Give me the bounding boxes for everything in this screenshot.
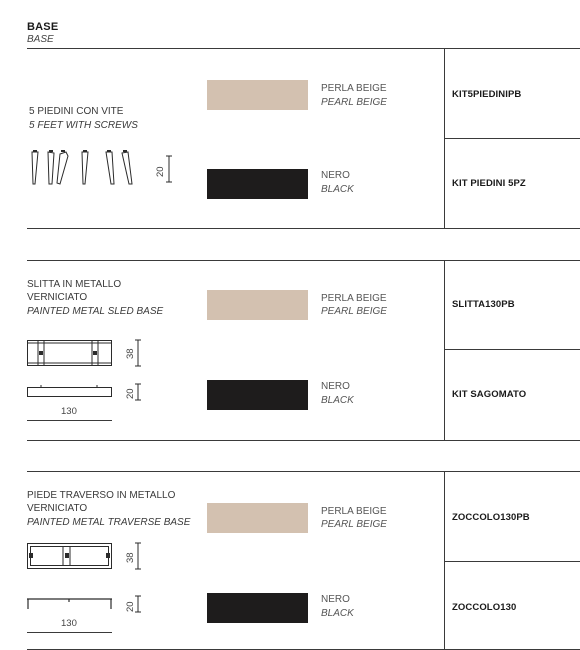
height-dimension-line — [166, 156, 172, 182]
depth-dimension-line — [135, 543, 141, 569]
swatch-black — [207, 380, 308, 410]
description-it: VERNICIATO — [27, 503, 88, 514]
traverse-top-view-drawing — [27, 543, 112, 569]
color-name-en: BLACK — [321, 608, 354, 619]
description-en: PAINTED METAL TRAVERSE BASE — [27, 517, 191, 528]
feet-drawing — [28, 150, 143, 186]
color-name-it: PERLA BEIGE — [321, 83, 387, 94]
depth-dimension: 38 — [125, 348, 136, 359]
width-dimension: 130 — [61, 618, 77, 629]
product-code: KIT5PIEDINIPB — [452, 89, 522, 100]
description-it: 5 PIEDINI CON VITE — [29, 106, 124, 117]
sled-side-view-drawing — [27, 385, 112, 399]
color-name-it: PERLA BEIGE — [321, 506, 387, 517]
color-name-en: BLACK — [321, 184, 354, 195]
product-code: ZOCCOLO130PB — [452, 512, 530, 523]
description-it: SLITTA IN METALLO — [27, 279, 122, 290]
swatch-black — [207, 169, 308, 199]
depth-dimension: 38 — [125, 552, 136, 563]
section-top-rule — [27, 48, 580, 49]
color-name-en: PEARL BEIGE — [321, 306, 387, 317]
page-subtitle: BASE — [27, 34, 54, 45]
width-dimension: 130 — [61, 406, 77, 417]
product-code: KIT PIEDINI 5PZ — [452, 178, 526, 189]
color-name-en: PEARL BEIGE — [321, 519, 387, 530]
column-divider — [444, 48, 445, 228]
swatch-black — [207, 593, 308, 623]
product-code: KIT SAGOMATO — [452, 389, 527, 400]
height-dimension-line — [135, 384, 141, 400]
height-dimension-line — [135, 596, 141, 612]
column-divider — [444, 260, 445, 440]
color-name-it: NERO — [321, 381, 350, 392]
color-name-en: PEARL BEIGE — [321, 97, 387, 108]
height-dimension: 20 — [155, 166, 166, 177]
section-bottom-rule — [27, 440, 580, 441]
traverse-side-view-drawing — [27, 597, 112, 611]
description-en: PAINTED METAL SLED BASE — [27, 306, 164, 317]
color-name-en: BLACK — [321, 395, 354, 406]
row-divider — [444, 138, 580, 139]
color-name-it: NERO — [321, 170, 350, 181]
description-it: PIEDE TRAVERSO IN METALLO — [27, 490, 176, 501]
section-top-rule — [27, 260, 580, 261]
section-bottom-rule — [27, 228, 580, 229]
row-divider — [444, 561, 580, 562]
section-top-rule — [27, 471, 580, 472]
page-title: BASE — [27, 21, 59, 33]
width-dimension-line — [27, 420, 112, 421]
width-dimension-line — [27, 632, 112, 633]
depth-dimension-line — [135, 340, 141, 366]
column-divider — [444, 471, 445, 649]
description-it: VERNICIATO — [27, 292, 88, 303]
swatch-pearl-beige — [207, 80, 308, 110]
height-dimension: 20 — [125, 388, 136, 399]
description-en: 5 FEET WITH SCREWS — [29, 120, 138, 131]
swatch-pearl-beige — [207, 290, 308, 320]
color-name-it: PERLA BEIGE — [321, 293, 387, 304]
height-dimension: 20 — [125, 601, 136, 612]
product-code: SLITTA130PB — [452, 299, 515, 310]
product-code: ZOCCOLO130 — [452, 602, 517, 613]
swatch-pearl-beige — [207, 503, 308, 533]
row-divider — [444, 349, 580, 350]
color-name-it: NERO — [321, 594, 350, 605]
sled-top-view-drawing — [27, 340, 112, 366]
